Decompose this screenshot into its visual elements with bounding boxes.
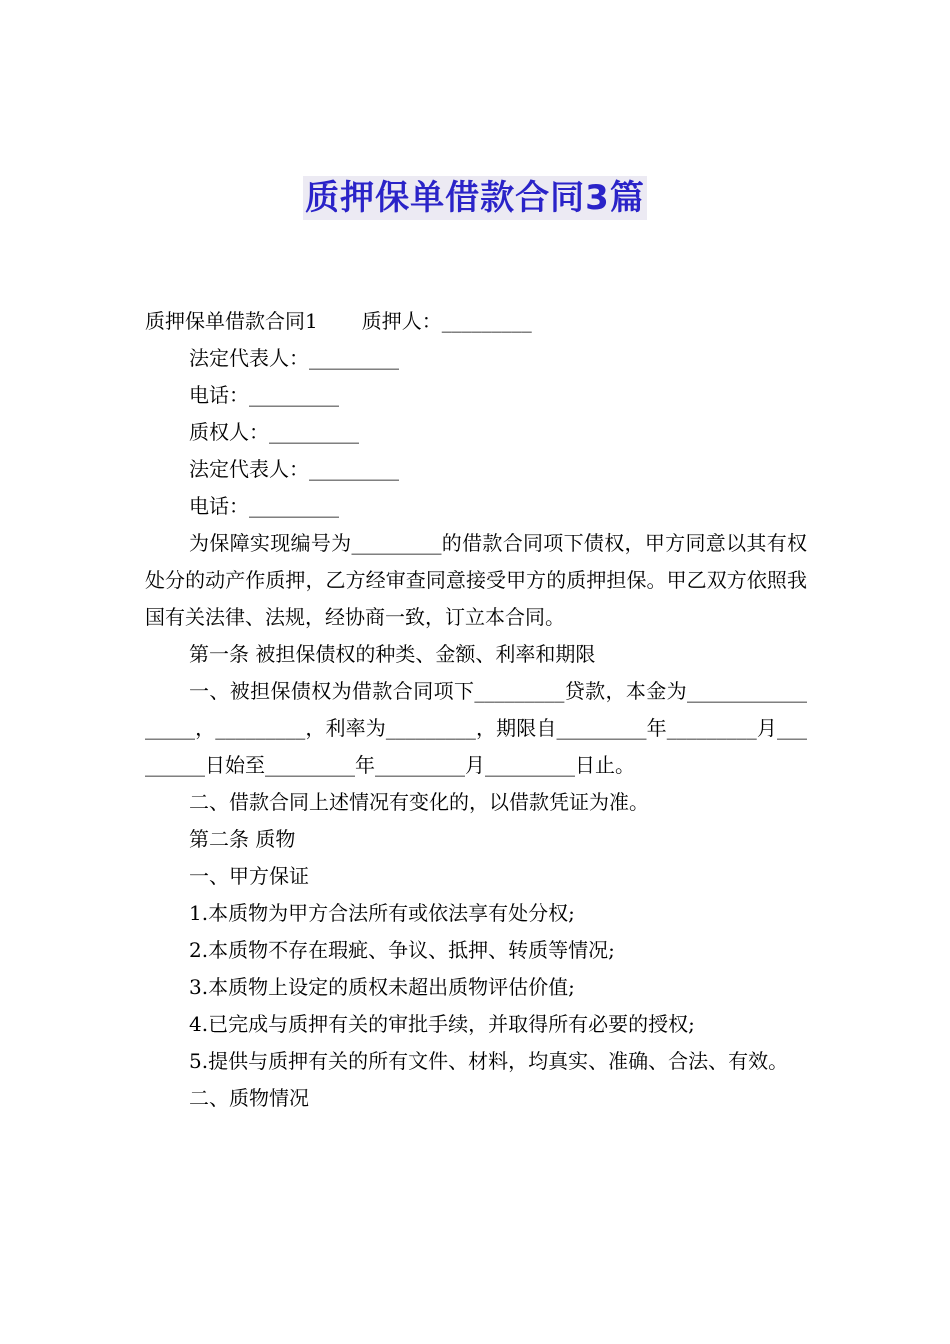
guarantee-item-4: 4.已完成与质押有关的审批手续，并取得所有必要的授权; bbox=[189, 1012, 695, 1036]
guarantee-item-1: 1.本质物为甲方合法所有或依法享有处分权; bbox=[189, 901, 575, 925]
article-1-heading: 第一条 被担保债权的种类、金额、利率和期限 bbox=[189, 642, 596, 666]
pledgor-phone-field: 电话：_________ bbox=[189, 383, 339, 407]
pledgee-phone-field: 电话：_________ bbox=[189, 494, 339, 518]
guarantee-item-5: 5.提供与质押有关的所有文件、材料，均真实、准确、合法、有效。 bbox=[189, 1049, 789, 1073]
pledgor-field: 质押人：_________ bbox=[361, 309, 532, 333]
contract-number: 质押保单借款合同1 bbox=[145, 309, 318, 333]
article-2-section-1: 一、甲方保证 bbox=[189, 864, 309, 888]
pledgee-representative-field: 法定代表人：_________ bbox=[189, 457, 399, 481]
article-2-heading: 第二条 质物 bbox=[189, 827, 296, 851]
article-1-clause-2: 二、借款合同上述情况有变化的，以借款凭证为准。 bbox=[189, 790, 649, 814]
article-2-section-2: 二、质物情况 bbox=[189, 1086, 309, 1110]
guarantee-item-2: 2.本质物不存在瑕疵、争议、抵押、转质等情况; bbox=[189, 938, 615, 962]
title-container bbox=[0, 176, 950, 220]
contract-heading-line bbox=[145, 303, 807, 340]
pledgee-field: 质权人：_________ bbox=[189, 420, 359, 444]
article-1-clause-1: 一、被担保债权为借款合同项下_________贷款，本金为_________________，_________，利率为_________，期限自_________年_________月_________日始至_________年_________月_________日止。 bbox=[145, 679, 807, 777]
pledgor-representative-field: 法定代表人：_________ bbox=[189, 346, 399, 370]
guarantee-item-3: 3.本质物上设定的质权未超出质物评估价值; bbox=[189, 975, 575, 999]
document-body bbox=[145, 303, 807, 1117]
document-title: 质押保单借款合同3篇 bbox=[305, 178, 645, 218]
preamble-paragraph: 为保障实现编号为_________的借款合同项下债权，甲方同意以其有权处分的动产作质押，乙方经审查同意接受甲方的质押担保。甲乙双方依照我国有关法律、法规，经协商一致，订立本合同。 bbox=[145, 531, 807, 629]
